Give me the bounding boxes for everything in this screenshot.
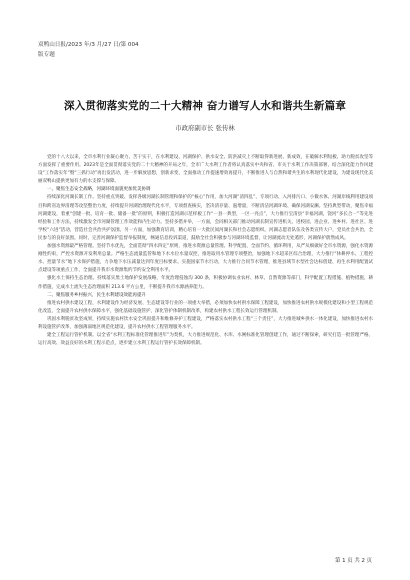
section-heading-1: 一、聚焦生态安全战略，河湖环境面貌更加优美协调 [47,187,151,193]
paragraph-water-resources: 加强水资源最严格管理。坚持节水优先，全面贯彻“四水四定”原则，推进水资源总量管理、科学配置、全面节约、循环利用，从严从细做好全市水资源，强化水资源刚性约束，严控水资源开发利用总量。严格生态流量监管和地下水水位水量双控，推进取用水管理专项整治，加强地下水超采区综合治理，大力推行“休耕停水、工程控水、控量节水”地下水保护措施，力争地下水压减量达到年度目标要求。实施国家节水行动，大力推行合同节水管理，推进县域节水型社会达标创建、再生水利用配置试点建设等项重点工作，全面提升我市水资源集约节约安全利用水平。 [38,244,373,274]
article-body [38,154,373,348]
section-label: 版专题 [38,52,55,58]
paragraph-maintenance: 建全工程运行管护机制。以全省“水利工程标准化管理推进年”为契机，大力推进规范化、水库、水闸标准化管理创建工作，通过不断探索，研究打造一批管理严格、运行高效、效益良好的水利工程示范点，逐步建立水利工程运行管护长效保障机制。 [38,333,373,347]
newspaper-date: 双鸭山日报/2023 年/3 月/27 日/第 004 [38,42,139,48]
paragraph-soil-conservation: 强化水土保持生态治理。持续落实黑土地保护发展战略，年度治理侵蚀沟 300 条，积极协调农业农村、林草、自然资源等部门，科学配置工程措施、植物措施、耕作措施，完成水土流失生态治理面积 213.6 平方公里，不断提升我市水源涵养能力。 [38,276,373,290]
paragraph-rural-water: 推进农村供水建设工程，水利建设作为经济发展、生态建设等行业的一项重大举措，必须加快农村供水保障工程建设，加快推进农村供水规模化建设和小型工程规范化改造，全面提升农村供水保障水平，强化基础设施管护，深化管护体制机制改革，构建农村供水工程长效运行管理机制。 [38,300,373,314]
article-title: 深入贯彻落实党的二十大精神 奋力谱写人水和谐共生新篇章 [63,100,347,112]
article-byline: 市政府副市长 张传林 [175,124,235,132]
paragraph-poverty-results: 巩固水利脱贫攻坚成果，持续实施农村饮水安全巩固提升和维修养护工程建设，严格落实农村供水工程“三个责任”，大力推进城乡供水一体化建设，加快推进农村水利设施管护改革，加强薄弱地区规范化建设，提升农村供水工程管理服务水平。 [38,316,373,330]
paragraph-intro: 党的十八大以来，全市水利行业凝心聚力、苦干实干，在水利建设、河湖保护、供水安全、防洪减灾上不断取得新进展、新成效，在破解水利短板、助力脱贫攻坚等方面发挥了重要作用。2023年是全面贯彻落实党的二十大精神的开局之年，全市广大水利工作者将认真落实中央和省、市关于水利工作决策部署，结合深化能力作风建设“工作落实年”暨“三抓行动”再出发活动，进一步解放思想，创新求变，全面推动工作提速增效再提升，不断推进人与自然和谐共生的水利现代化建设，为建设现代化美丽双鸭山提供更加有力的水支撑与保障。 [38,155,373,185]
paragraph-river-lake-chief: 持续深化河湖长制工作。坚持重点突破、发挥各级河湖长制管理和保护的“核心”作用，加大河湖“清四乱”、专项行动、入河排污口、小微水体、河湖岸线利用建设项目和跨省边界清理等攻坚整治力度，持续提升河湖治理现代化水平，专项督查核实，坚决清存量、遏增量，不断清洁河湖环境、确保河湖安澜。坚持典型带动，聚焦幸福河湖建设，着重“创建一批、培育一批、储备一批”的原则，积极打造河湖示范样板工作“一县一典型，一区一亮点”，大力推行宝清县“幸福河湖，饶河“多长合一”等先进经验和工作方法，持续激发全市河湖管理工作效能和内生动力。坚持多措并举，一方面，会同相关部门推动河湖长制宣传进机关、进校园、进企业、进乡村、进社区、进学校“六进”活动，营造社会共治共护氛围。另一方面，加强教育培训，精心培育一大批民间河湖长和社会志愿组织。河湖志愿者队伍及各类宣传大户，党员社会共治，全民参与的良好氛围。同时，完善河湖保护监督举报制度，畅通信息投诉渠道，鼓励全社会积极参与河湖环境监督，让河湖流动无处遁形，河湖保护蔚然成风。 [38,195,373,241]
page-indicator: 第 1 页 共 2 页 [335,558,372,564]
section-heading-2: 二、聚焦服务乡村振兴，民生水利建设效能再提升 [47,292,146,298]
